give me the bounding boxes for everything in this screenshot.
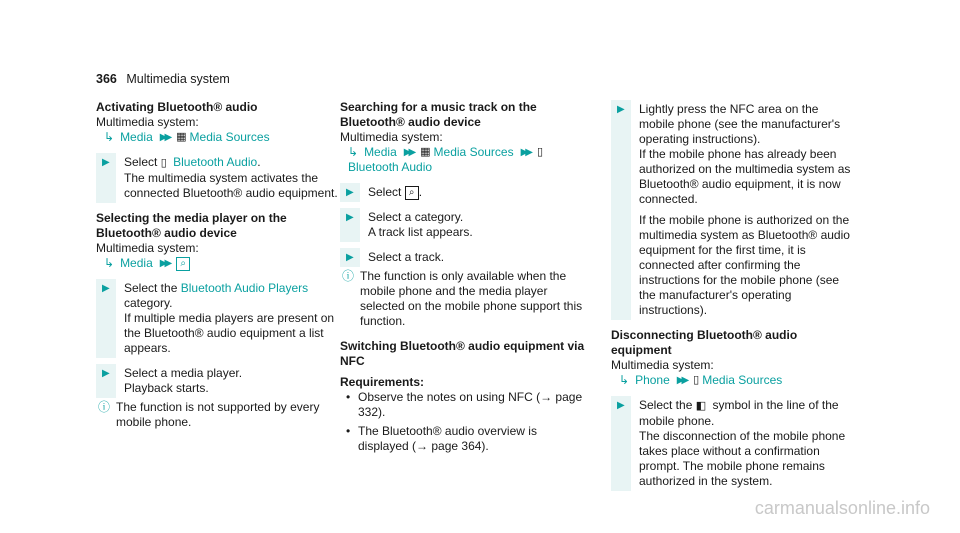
step-text: Select the [639,398,693,412]
chevron-icon: ▶▶ [520,147,530,158]
heading-disconnecting: Disconnecting Bluetooth® audio equipment [611,328,798,357]
requirements-label: Requirements: [340,375,425,389]
chevron-icon: ▶▶ [676,375,687,386]
link-bluetooth-audio[interactable]: Bluetooth Audio [173,155,258,169]
bullet-dot: • [346,390,351,404]
list-item-text: Observe the notes on using NFC (→ page 332). [358,390,583,419]
bluetooth-device-icon: ▯ [536,146,544,158]
info-icon: ⓘ [98,400,111,414]
step-text: Select the [124,281,178,295]
column-1 [96,100,341,430]
step-text: Lightly press the NFC area on the mobile phone (see the manufacturer's operating instructions). [639,102,841,146]
page-number: 366 [96,72,117,86]
note [340,269,585,329]
arrow-icon: ↳ [104,256,115,270]
nav-path [611,373,856,388]
step-bullet-icon: ▶ [102,368,110,379]
note-text: The function is only available when the mobile phone and the media player selected on the mobile phone support this function. [360,269,583,328]
step-bullet-icon: ▶ [346,252,354,263]
step-text: Select a category. [368,210,464,224]
step-text: Select [368,185,402,199]
nav-media-sources[interactable]: Media Sources [189,130,270,144]
arrow-icon: ↳ [348,145,359,159]
step-result: If the mobile phone is authorized on the multimedia system as Bluetooth® audio equipment for the first time, it is connected after confirming the instructions for the mobile phone (see the manufacturer's operating instructions). [639,213,850,317]
step-suffix: category. [124,296,173,310]
nav-media-sources[interactable]: Media Sources [702,373,783,387]
step [340,250,585,265]
step-bar [611,100,631,320]
path-label: Multimedia system: [96,241,199,255]
step-text: Select a track. [368,250,445,264]
step: ▶ Select ⌕ . [340,185,585,200]
watermark: carmanualsonline.info [754,498,930,518]
nav-media[interactable]: Media [120,130,153,144]
bluetooth-device-icon: ▯ [693,374,700,386]
heading-searching-track: Searching for a music track on the Bluetooth® audio device [340,100,537,129]
step-bullet-icon: ▶ [617,104,625,115]
nav-phone[interactable]: Phone [635,373,670,387]
step-result: The disconnection of the mobile phone takes place without a confirmation prompt. The mobile phone remains authorized in the system. [639,429,846,488]
nav-media[interactable]: Media [364,145,397,159]
step-text: Select [124,155,158,169]
nav-path [96,130,341,145]
nav-media-sources[interactable]: Media Sources [433,145,514,159]
list-item-text: The Bluetooth® audio overview is displayed (→ page 364). [358,424,537,453]
search-icon[interactable]: ⌕ [405,186,419,200]
note-text: The function is not supported by every mobile phone. [116,400,320,429]
path-label: Multimedia system: [96,115,199,129]
step-bullet-icon: ▶ [102,283,110,294]
step-suffix: symbol in the line of the mobile phone. [639,398,839,428]
info-icon: ⓘ [342,269,355,283]
chevron-icon: ▶▶ [403,147,414,158]
heading-activating-bluetooth: Activating Bluetooth® audio [96,100,258,114]
chevron-icon: ▶▶ [159,132,170,143]
arrow-icon: ↳ [619,373,630,387]
nav-bluetooth-audio[interactable]: Bluetooth Audio [348,160,433,174]
nav-media[interactable]: Media [120,256,153,270]
step [96,155,341,201]
note [96,400,341,430]
step [611,102,856,318]
link-bluetooth-audio-players[interactable]: Bluetooth Audio Players [180,281,309,295]
list-item [340,424,585,454]
step [611,398,856,489]
step-suffix: . [257,155,261,169]
step-text: Select a media player. [124,366,243,380]
step-bullet-icon: ▶ [102,157,110,168]
nav-path [96,256,341,271]
bullet-dot: • [346,424,351,438]
step-bullet-icon: ▶ [617,400,625,411]
step-result: A track list appears. [368,225,473,239]
step [96,366,341,396]
disconnect-icon[interactable]: ◧ [695,400,707,412]
heading-switching-nfc: Switching Bluetooth® audio equipment via NFC [340,339,585,368]
section-title: Multimedia system [126,72,230,86]
step-result: If multiple media players are present on the Bluetooth® audio equipment a list appears. [124,311,335,355]
nav-path [340,145,585,175]
path-label: Multimedia system: [340,130,443,144]
step [340,210,585,240]
heading-selecting-player: Selecting the media player on the Bluetooth® audio device [96,211,287,240]
arrow-icon: ↳ [104,130,115,144]
step-bullet-icon: ▶ [346,187,354,198]
media-sources-icon: ▦ [420,146,431,158]
step-bullet-icon: ▶ [346,212,354,223]
step-result: Playback starts. [124,381,209,395]
column-2 [340,100,585,454]
bluetooth-device-icon: ▯ [160,157,167,169]
search-icon[interactable]: ⌕ [176,257,190,271]
page-header [96,72,230,86]
step-result: If the mobile phone has already been authorized on the multimedia system as Bluetooth® audio equipment, it is now connected. [639,147,851,206]
column-3 [611,100,856,489]
media-sources-icon: ▦ [176,131,187,143]
chevron-icon: ▶▶ [159,258,170,269]
list-item [340,390,585,420]
path-label: Multimedia system: [611,358,714,372]
step [96,281,341,356]
step-result: The multimedia system activates the connected Bluetooth® audio equipment. [124,171,338,200]
